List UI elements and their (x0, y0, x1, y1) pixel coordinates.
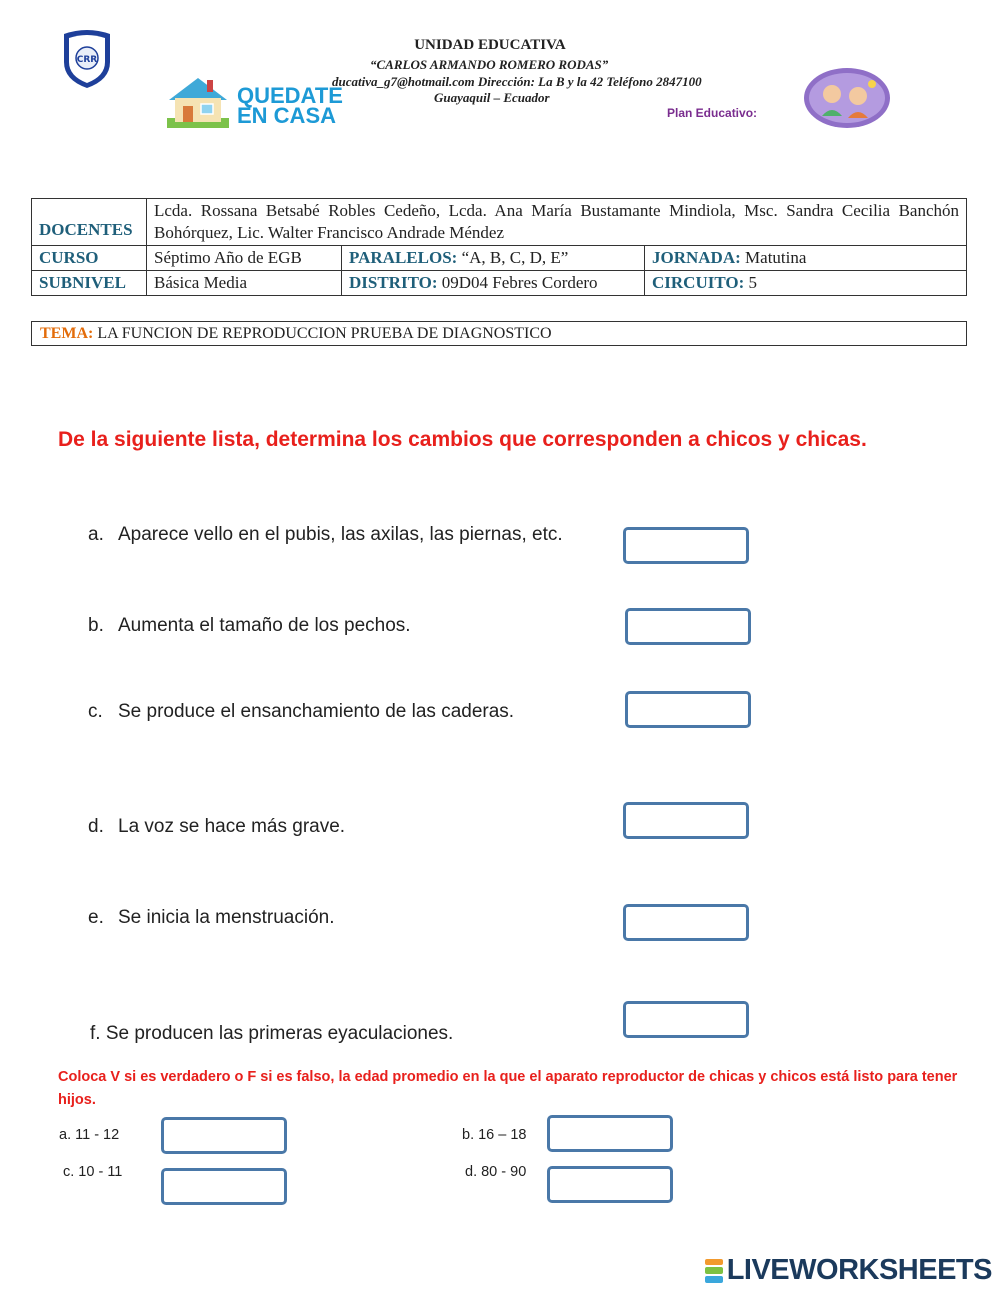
circuito-label: CIRCUITO: (652, 273, 745, 292)
section1-instruction: De la siguiente lista, determina los cambios que corresponden a chicos y chicas. (58, 428, 867, 451)
curso-row (32, 246, 967, 271)
circuito-value: 5 (748, 273, 758, 292)
subnivel-row (32, 271, 967, 296)
paralelos-value: “A, B, C, D, E” (461, 248, 569, 267)
liveworksheets-brand: LIVEWORKSHEETS (726, 1254, 992, 1286)
info-table (31, 198, 967, 296)
answer-box-a[interactable] (623, 527, 749, 564)
distrito-value: 09D04 Febres Cordero (441, 273, 598, 292)
answer-box-d[interactable] (623, 802, 749, 839)
answer-box-b[interactable] (625, 608, 751, 645)
jornada-value: Matutina (745, 248, 807, 267)
option-label-d: d. 80 - 90 (465, 1164, 527, 1180)
liveworksheets-icon (705, 1258, 723, 1284)
list-item: f. Se producen las primeras eyaculaciones. (90, 1023, 454, 1044)
subnivel-label: SUBNIVEL (32, 271, 147, 296)
distrito-label: DISTRITO: (349, 273, 438, 292)
contact-line: ducativa_g7@hotmail.com Dirección: La B y la 42 Teléfono 2847100 (332, 74, 702, 89)
answer-box-option-b[interactable] (547, 1115, 673, 1152)
answer-box-f[interactable] (623, 1001, 749, 1038)
docentes-value: Lcda. Rossana Betsabé Robles Cedeño, Lcda. Ana María Bustamante Mindiola, Msc. Sandra Cecilia Banchón Bohórquez, Lic. Walter Francisco Andrade Méndez (147, 199, 967, 246)
house-icon (163, 72, 233, 130)
list-item: d. La voz se hace más grave. (88, 816, 346, 837)
answer-box-c[interactable] (625, 691, 751, 728)
quedate-en-casa-logo (163, 72, 343, 132)
list-item: b. Aumenta el tamaño de los pechos. (88, 615, 411, 636)
tema-label: TEMA: (40, 325, 94, 342)
subnivel-value: Básica Media (147, 271, 342, 296)
jornada-label: JORNADA: (652, 248, 741, 267)
answer-box-option-c[interactable] (161, 1168, 287, 1205)
seal-text: CRR (76, 55, 98, 65)
curso-label: CURSO (32, 246, 147, 271)
tema-value: LA FUNCION DE REPRODUCCION PRUEBA DE DIAGNOSTICO (97, 325, 552, 342)
school-name: “CARLOS ARMANDO ROMERO RODAS” (370, 57, 609, 72)
campaign-line-2: EN CASA (237, 103, 337, 128)
plan-educativo-label: Plan Educativo: (667, 106, 758, 120)
list-item: a. Aparece vello en el pubis, las axilas, las piernas, etc. (88, 524, 563, 545)
answer-box-option-d[interactable] (547, 1166, 673, 1203)
answer-box-option-a[interactable] (161, 1117, 287, 1154)
section2-instruction: Coloca V si es verdadero o F si es falso, la edad promedio en la que el aparato reproductor de chicas y chicos está listo para tener hijos. (58, 1069, 958, 1108)
liveworksheets-logo (705, 1254, 992, 1287)
list-item: c. Se produce el ensanchamiento de las caderas. (88, 701, 515, 722)
docentes-label: DOCENTES (39, 220, 133, 239)
campaign-line-1: QUEDATE (237, 83, 343, 108)
city-line: Guayaquil – Ecuador (434, 90, 550, 105)
list-item: e. Se inicia la menstruación. (88, 907, 335, 928)
plan-educativo-badge-icon (802, 66, 892, 130)
institution-title: UNIDAD EDUCATIVA (414, 37, 566, 53)
paralelos-label: PARALELOS: (349, 248, 458, 267)
school-seal-icon (60, 28, 114, 90)
docentes-row (32, 199, 967, 246)
option-label-a: a. 11 - 12 (59, 1127, 120, 1143)
option-label-c: c. 10 - 11 (63, 1164, 123, 1180)
curso-value: Séptimo Año de EGB (147, 246, 342, 271)
option-label-b: b. 16 – 18 (462, 1127, 527, 1143)
tema-box (31, 321, 967, 346)
answer-box-e[interactable] (623, 904, 749, 941)
